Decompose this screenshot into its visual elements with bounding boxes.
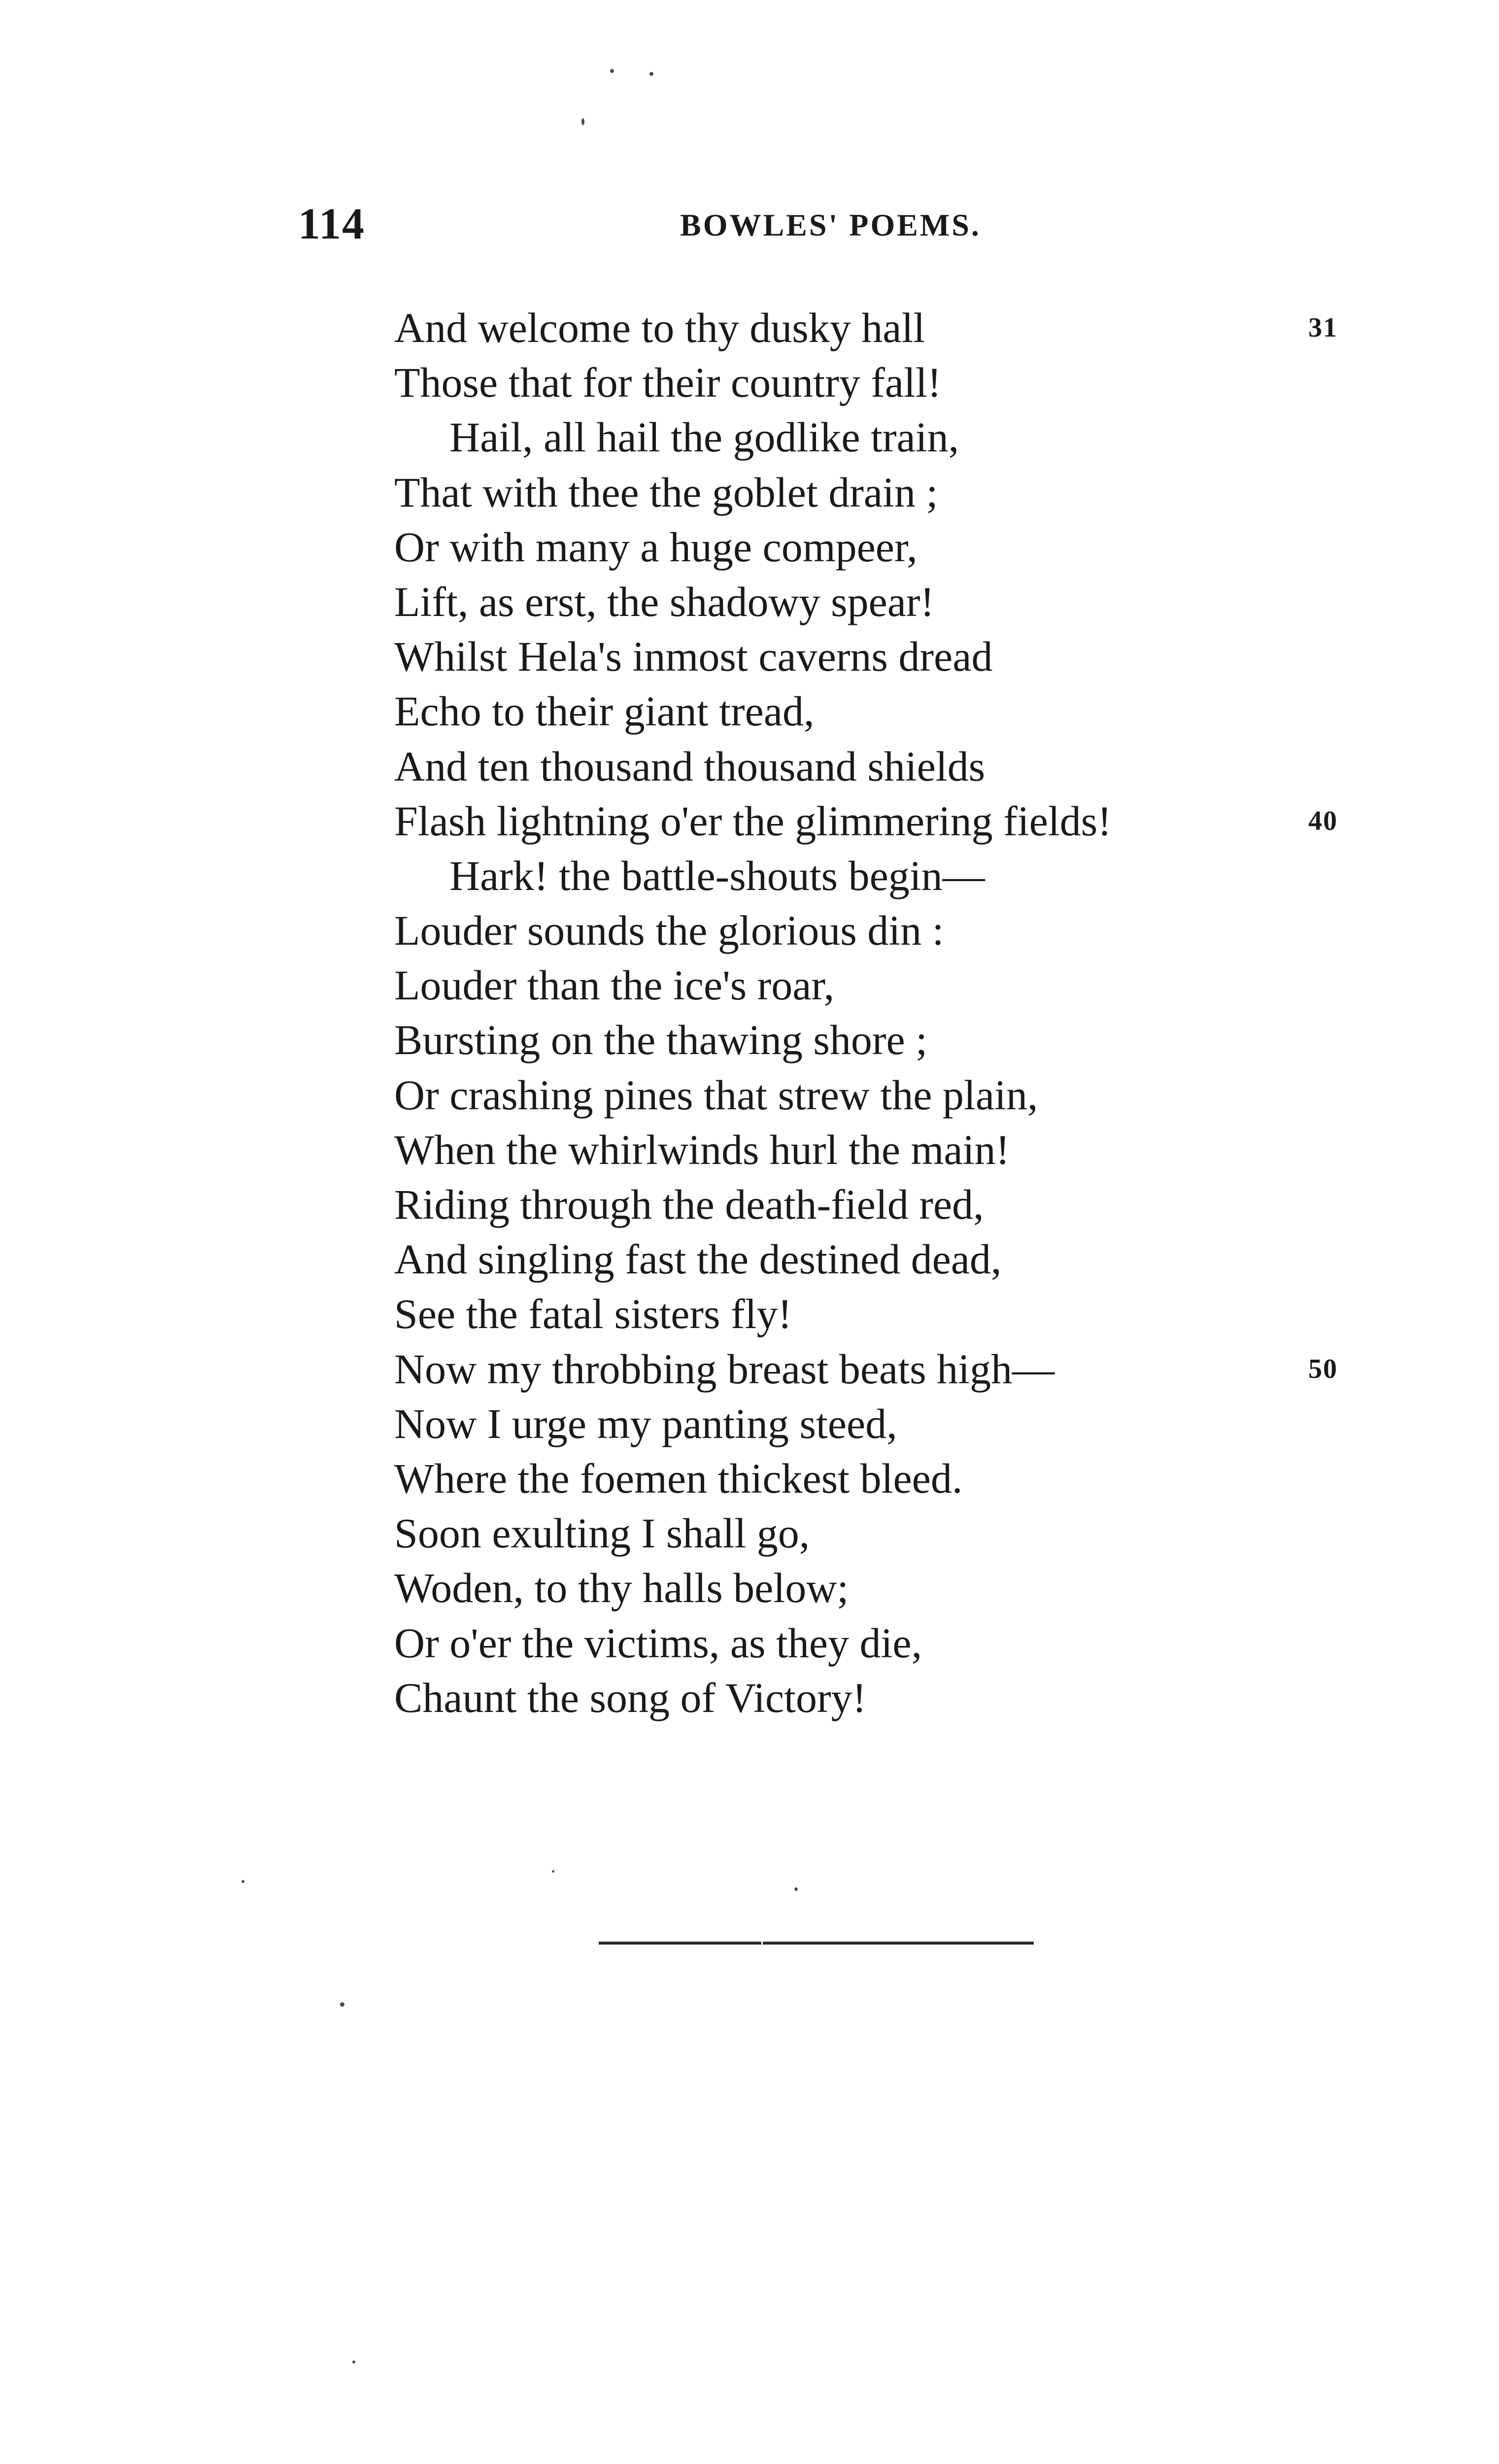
poem-line-text: And singling fast the destined dead, <box>394 1235 1002 1283</box>
poem-line-text: Whilst Hela's inmost caverns dread <box>394 633 993 681</box>
poem-line <box>394 1561 1380 1615</box>
poem-line <box>394 1287 1380 1341</box>
poem-body <box>394 301 1380 1725</box>
poem-line <box>394 520 1380 575</box>
poem-line-text: Louder than the ice's roar, <box>394 961 835 1009</box>
poem-line <box>394 1671 1380 1725</box>
poem-line-text: Soon exulting I shall go, <box>394 1509 810 1557</box>
poem-line <box>394 1123 1380 1177</box>
poem-line <box>394 684 1380 739</box>
line-number: 40 <box>1308 805 1338 836</box>
poem-line-text: Hark! the battle-shouts begin— <box>449 852 985 899</box>
poem-line-text: Or crashing pines that strew the plain, <box>394 1071 1038 1119</box>
poem-line-text: And welcome to thy dusky hall <box>394 304 925 351</box>
page-number: 114 <box>298 200 366 248</box>
poem-line-text: Flash lightning o'er the glimmering fields! <box>394 797 1112 845</box>
poem-line <box>394 1397 1380 1451</box>
poem-line-text: Those that for their country fall! <box>394 359 942 407</box>
poem-line <box>394 1506 1380 1561</box>
poem-line-text: Bursting on the thawing shore ; <box>394 1016 928 1064</box>
poem-line-text: That with thee the goblet drain ; <box>394 468 938 516</box>
poem-line-text: Lift, as erst, the shadowy spear! <box>394 578 935 625</box>
scan-speck <box>610 69 614 73</box>
poem-line <box>394 1451 1380 1506</box>
poem-line <box>394 301 1380 355</box>
poem-line <box>394 739 1380 794</box>
poem-line <box>394 1013 1380 1067</box>
poem-line <box>394 1616 1380 1671</box>
scan-speck <box>794 1887 798 1891</box>
scan-speck <box>352 2361 355 2363</box>
running-head: BOWLES' POEMS. <box>680 207 981 242</box>
poem-line-text: When the whirlwinds hurl the main! <box>394 1126 1010 1173</box>
poem-line-text: Or with many a huge compeer, <box>394 523 918 571</box>
scan-speck <box>581 118 584 125</box>
poem-line-text: Where the foemen thickest bleed. <box>394 1454 963 1502</box>
poem-line-text: Echo to their giant tread, <box>394 687 815 735</box>
poem-line <box>394 1177 1380 1232</box>
poem-line <box>394 849 1380 903</box>
poem-line-text: See the fatal sisters fly! <box>394 1290 792 1338</box>
end-rule-right <box>763 1942 1034 1945</box>
poem-line-text: Riding through the death-field red, <box>394 1181 984 1228</box>
poem-line <box>394 903 1380 958</box>
poem-line <box>394 1342 1380 1397</box>
poem-line-text: Now my throbbing breast beats high— <box>394 1345 1055 1393</box>
poem-line-text: Louder sounds the glorious din : <box>394 907 944 955</box>
poem-line <box>394 355 1380 410</box>
poem-line <box>394 410 1380 465</box>
line-number: 31 <box>1308 312 1338 343</box>
scan-speck <box>241 1880 244 1883</box>
poem-line-text: Chaunt the song of Victory! <box>394 1674 867 1721</box>
poem-line-text: Hail, all hail the godlike train, <box>449 413 959 461</box>
poem-line <box>394 958 1380 1013</box>
poem-line <box>394 629 1380 684</box>
line-number: 50 <box>1308 1353 1338 1384</box>
scan-speck <box>649 72 653 76</box>
end-rule-left <box>599 1942 761 1945</box>
poem-line <box>394 794 1380 849</box>
scan-speck <box>340 2002 344 2007</box>
scan-speck <box>552 1870 554 1873</box>
poem-line <box>394 1068 1380 1123</box>
poem-line-text: Or o'er the victims, as they die, <box>394 1619 922 1667</box>
poem-line <box>394 465 1380 520</box>
poem-line-text: Now I urge my panting steed, <box>394 1400 897 1447</box>
poem-line <box>394 1232 1380 1287</box>
poem-line-text: And ten thousand thousand shields <box>394 742 986 790</box>
poem-line <box>394 575 1380 629</box>
poem-line-text: Woden, to thy halls below; <box>394 1564 849 1612</box>
